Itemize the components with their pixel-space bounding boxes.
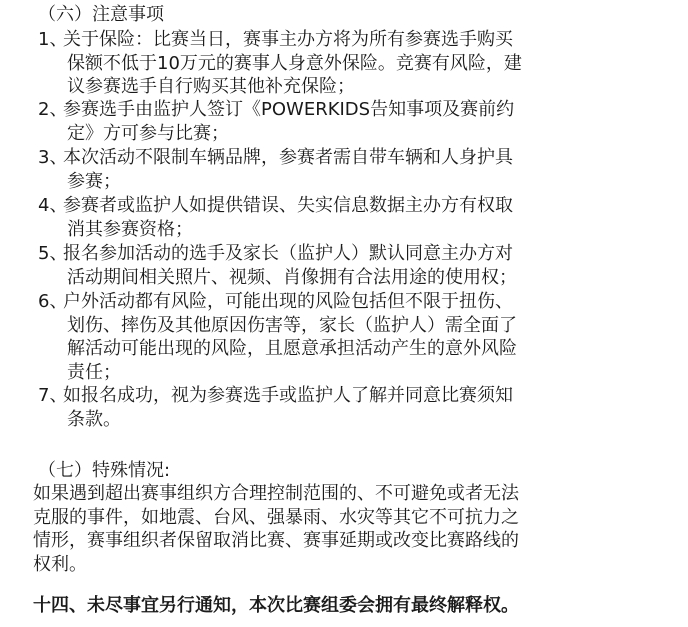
item-line: 解活动可能出现的风险，且愿意承担活动产生的意外风险 bbox=[67, 338, 517, 359]
item-number: 4、 bbox=[38, 195, 68, 216]
item-line: 参赛； bbox=[67, 170, 121, 192]
item-number: 6、 bbox=[38, 291, 68, 312]
paragraph-line: 克服的事件，如地震、台风、强暴雨、水灾等其它不可抗力之 bbox=[33, 506, 519, 528]
item-number: 3、 bbox=[38, 147, 68, 168]
paragraph-line: 如果遇到超出赛事组织方合理控制范围的、不可避免或者无法 bbox=[33, 483, 519, 504]
item-number: 2、 bbox=[38, 99, 68, 120]
special-circumstances-paragraph bbox=[33, 482, 653, 576]
item-line: 定》方可参与比赛； bbox=[67, 122, 229, 144]
item-line: 关于保险：比赛当日，赛事主办方将为所有参赛选手购买 bbox=[63, 29, 513, 50]
item-line: 参赛者或监护人如提供错误、失实信息数据主办方有权取 bbox=[63, 195, 513, 216]
item-line: 报名参加活动的选手及家长（监护人）默认同意主办方对 bbox=[63, 243, 513, 264]
item-line: 议参赛选手自行购买其他补充保险； bbox=[67, 76, 355, 97]
item-line: 保额不低于10万元的赛事人身意外保险。竞赛有风险，建 bbox=[67, 52, 522, 74]
section-6-heading: （六）注意事项 bbox=[38, 4, 164, 25]
final-note: 十四、未尽事宜另行通知，本次比赛组委会拥有最终解释权。 bbox=[33, 595, 519, 616]
item-number: 7、 bbox=[38, 385, 68, 406]
item-line: 本次活动不限制车辆品牌，参赛者需自带车辆和人身护具 bbox=[63, 147, 513, 168]
item-number: 1、 bbox=[38, 29, 68, 50]
paragraph-line: 情形，赛事组织者保留取消比赛、赛事延期或改变比赛路线的 bbox=[33, 530, 519, 551]
item-line: 活动期间相关照片、视频、肖像拥有合法用途的使用权； bbox=[67, 266, 517, 288]
item-line: 责任； bbox=[67, 361, 121, 383]
item-number: 5、 bbox=[38, 243, 68, 264]
item-line: 条款。 bbox=[67, 408, 121, 430]
item-line: 户外活动都有风险，可能出现的风险包括但不限于扭伤、 bbox=[63, 291, 513, 312]
item-line: 如报名成功，视为参赛选手或监护人了解并同意比赛须知 bbox=[63, 385, 513, 406]
section-7-heading: （七）特殊情况: bbox=[38, 460, 171, 481]
paragraph-line: 权利。 bbox=[33, 553, 87, 575]
item-line: 划伤、摔伤及其他原因伤害等，家长（监护人）需全面了 bbox=[67, 314, 517, 336]
item-line: 消其参赛资格； bbox=[67, 218, 193, 240]
item-line: 参赛选手由监护人签订《POWERKIDS告知事项及赛前约 bbox=[63, 99, 515, 120]
